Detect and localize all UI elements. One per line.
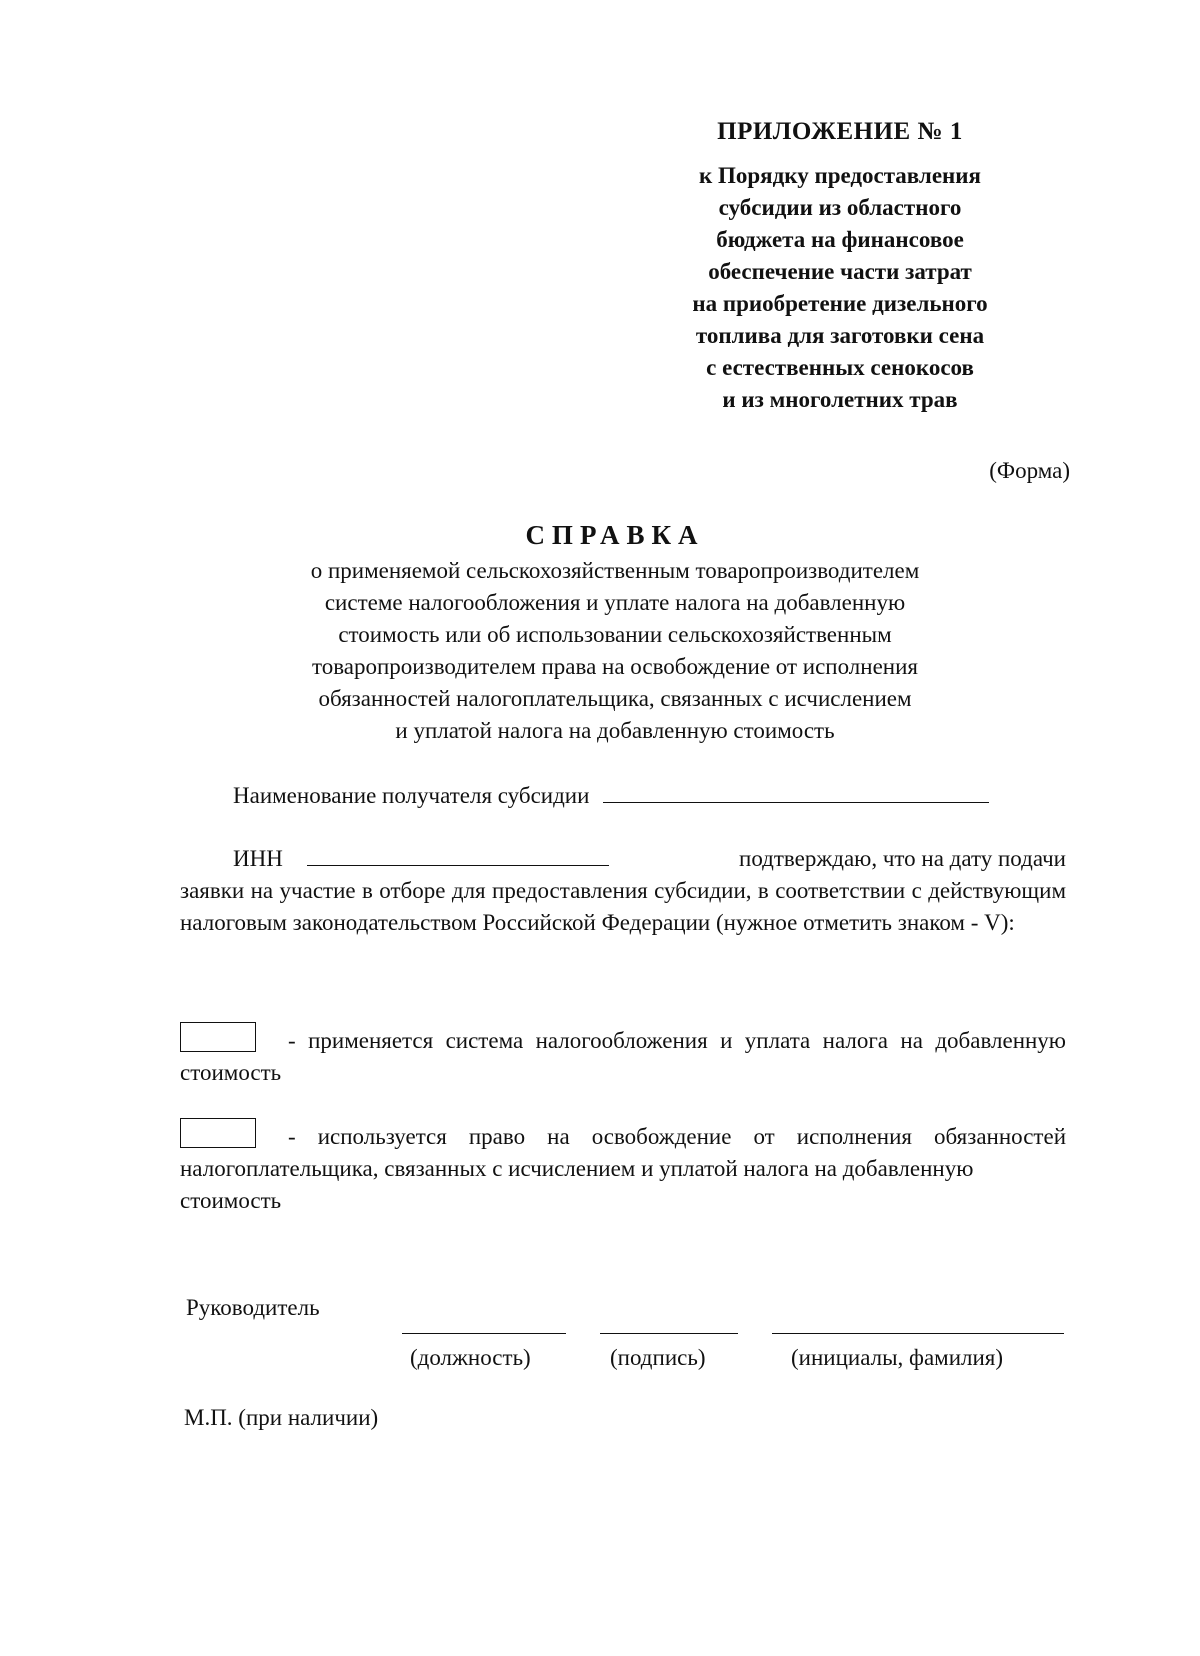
recipient-row xyxy=(233,782,989,809)
signature-line[interactable] xyxy=(600,1333,738,1334)
appendix-line: и из многолетних трав xyxy=(722,387,958,412)
name-line[interactable] xyxy=(772,1333,1064,1334)
name-caption: (инициалы, фамилия) xyxy=(791,1345,1004,1370)
appendix-title: ПРИЛОЖЕНИЕ № 1 xyxy=(717,118,963,145)
appendix-line: субсидии из областного xyxy=(718,195,962,220)
appendix-line: обеспечение части затрат xyxy=(708,259,972,284)
signature-caption: (подпись) xyxy=(610,1345,706,1370)
inn-label: ИНН xyxy=(233,846,283,871)
option-exemption xyxy=(180,1118,1066,1217)
subtitle-line: обязанностей налогоплательщика, связанных с исчислением xyxy=(318,686,912,711)
option-exemption-text: - используется право на освобождение от исполнения обязанностей налогоплательщика, связанных с исчислением и уплатой налога на добавленную xyxy=(180,1124,1066,1181)
subtitle-line: стоимость или об использовании сельскохозяйственным xyxy=(338,622,892,647)
option-tax-system-text: - применяется система налогообложения и уплата налога на добавленную стоимость xyxy=(180,1028,1066,1085)
appendix-line: топлива для заготовки сена xyxy=(695,323,985,348)
appendix-line: бюджета на финансовое xyxy=(716,227,964,252)
appendix-header xyxy=(650,118,1030,416)
signatory-role: Руководитель xyxy=(186,1295,320,1320)
option-tax-system xyxy=(180,1022,1066,1089)
appendix-line: с естественных сенокосов xyxy=(706,355,974,380)
document-title: СПРАВКА xyxy=(525,520,705,550)
subtitle-line: и уплатой налога на добавленную стоимость xyxy=(395,718,835,743)
subtitle-line: системе налогообложения и уплате налога на добавленную xyxy=(324,590,906,615)
form-label: (Форма) xyxy=(989,458,1070,483)
inn-confirm-text-continued: заявки на участие в отборе для предоставления субсидии, в соответствии с действующим налоговым законодательством Российской Федерации (нужное отметить знаком - V): xyxy=(180,878,1066,935)
position-caption: (должность) xyxy=(410,1345,531,1370)
option-tax-system-checkbox[interactable] xyxy=(180,1022,256,1052)
inn-field[interactable] xyxy=(307,845,609,866)
appendix-line: к Порядку предоставления xyxy=(699,163,981,188)
subtitle-line: товаропроизводителем права на освобождение от исполнения xyxy=(311,654,919,679)
stamp-label: М.П. (при наличии) xyxy=(184,1405,379,1430)
appendix-line: на приобретение дизельного xyxy=(692,291,988,316)
document-subtitle xyxy=(220,555,1010,747)
subtitle-line: о применяемой сельскохозяйственным товаропроизводителем xyxy=(310,558,920,583)
inn-confirm-text: подтверждаю, что на дату подачи xyxy=(739,846,1066,871)
recipient-label: Наименование получателя субсидии xyxy=(233,783,590,808)
inn-paragraph xyxy=(180,843,1066,939)
option-exemption-tail: стоимость xyxy=(180,1188,282,1213)
position-line[interactable] xyxy=(402,1333,566,1334)
recipient-name-field[interactable] xyxy=(603,782,989,803)
option-exemption-checkbox[interactable] xyxy=(180,1118,256,1148)
